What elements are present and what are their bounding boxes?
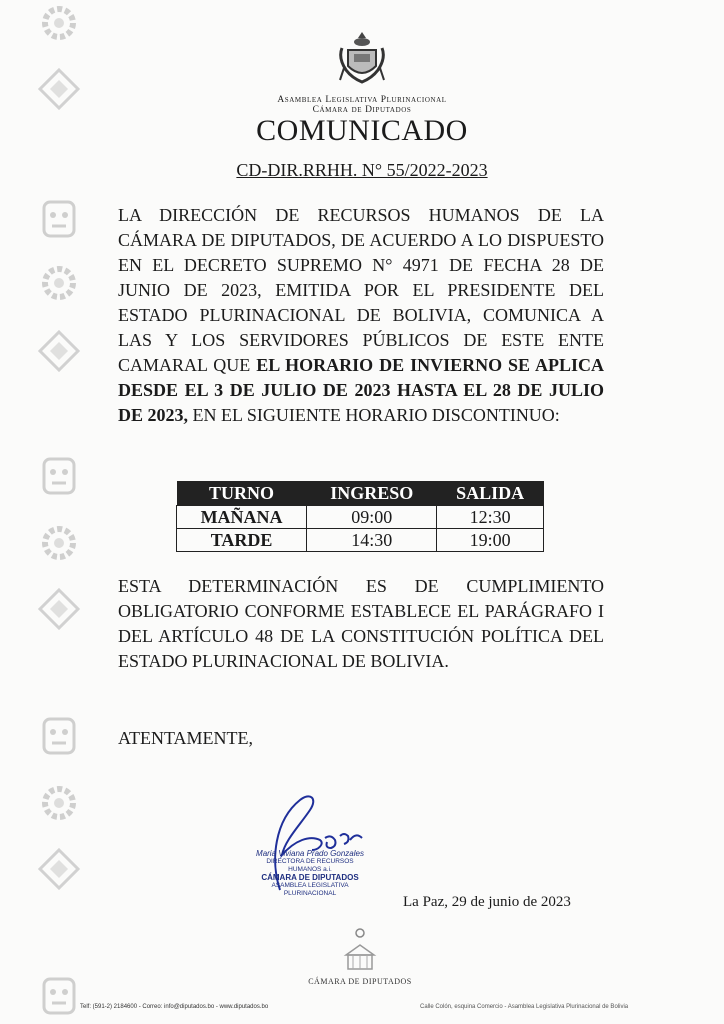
signatory-org: CÁMARA DE DIPUTADOS (261, 873, 359, 882)
paragraph1-tail-text: EN EL SIGUIENTE HORARIO DISCONTINUO: (188, 405, 560, 425)
ornament-icon (38, 782, 80, 824)
body-paragraph-1 (118, 203, 604, 428)
footer-contact: Telf: (591-2) 2184600 - Correo: info@diputados.bo - www.diputados.bo (80, 1004, 269, 1010)
building-icon (340, 925, 380, 975)
schedule-table (176, 481, 544, 552)
footer-address: Calle Colón, esquina Comercio - Asamblea Legislativa Plurinacional de Bolivia (420, 1004, 629, 1010)
salida-cell: 12:30 (437, 506, 544, 529)
institution-line1: Asamblea Legislativa Plurinacional (277, 95, 447, 105)
document-title: COMUNICADO (256, 114, 468, 147)
diamond-pattern-icon (38, 848, 80, 890)
table-row (177, 529, 544, 552)
mask-icon (38, 455, 80, 497)
column-header-turno: TURNO (177, 481, 307, 506)
ingreso-cell: 09:00 (307, 506, 437, 529)
ingreso-cell: 14:30 (307, 529, 437, 552)
letterhead (0, 28, 724, 115)
table-row (177, 506, 544, 529)
turno-cell: MAÑANA (177, 506, 307, 529)
mask-icon (38, 975, 80, 1017)
coat-of-arms-icon (334, 28, 390, 88)
turno-cell: TARDE (177, 529, 307, 552)
signatory-name: Maria Viviana Prado Gonzales (256, 849, 364, 858)
institution-line2: Cámara de Diputados (312, 105, 412, 115)
column-header-salida: SALIDA (437, 481, 544, 506)
body-paragraph-2: ESTA DETERMINACIÓN ES DE CUMPLIMIENTO OBLIGATORIO CONFORME ESTABLECE EL PARÁGRAFO I DEL ARTÍCULO 48 DE LA CONSTITUCIÓN POLÍTICA DEL ESTADO PLURINACIONAL DE BOLIVIA. (118, 576, 604, 671)
column-header-ingreso: INGRESO (307, 481, 437, 506)
footer-logo-text: CÁMARA DE DIPUTADOS (308, 977, 412, 986)
signatory-role: DIRECTORA DE RECURSOS HUMANOS a.i. (266, 858, 354, 873)
diamond-pattern-icon (38, 330, 80, 372)
closing-text: ATENTAMENTE, (118, 728, 254, 748)
paragraph1-bold-text: EL HORARIO DE INVIERNO SE APLICA DESDE EL 3 DE JULIO DE 2023 HASTA EL 28 DE JULIO DE 2023, (118, 355, 604, 425)
diamond-pattern-icon (38, 588, 80, 630)
paragraph1-text: LA DIRECCIÓN DE RECURSOS HUMANOS DE LA CÁMARA DE DIPUTADOS, DE ACUERDO A LO DISPUESTO EN EL DECRETO SUPREMO N° 4971 DE FECHA 28 DE JUNIO DE 2023, EMITIDA POR EL PRESIDENTE DEL ESTADO PLURINACIONAL DE BOLIVIA, COMUNICA A LAS Y LOS SERVIDORES PÚBLICOS DE ESTE ENTE CAMARAL QUE (118, 205, 604, 375)
table-header-row (177, 481, 544, 506)
signature-stamp (250, 850, 370, 898)
reference-code-text: CD-DIR.RRHH. N° 55/2022-2023 (236, 160, 488, 180)
salida-cell: 19:00 (437, 529, 544, 552)
ornament-icon (38, 522, 80, 564)
reference-code (0, 160, 724, 181)
decorative-border (0, 0, 95, 1024)
mask-icon (38, 198, 80, 240)
footer-logo (300, 925, 420, 986)
mask-icon (38, 715, 80, 757)
place-date: La Paz, 29 de junio de 2023 (403, 894, 571, 910)
signatory-org2: ASAMBLEA LEGISLATIVA PLURINACIONAL (271, 882, 349, 897)
ornament-icon (38, 262, 80, 304)
